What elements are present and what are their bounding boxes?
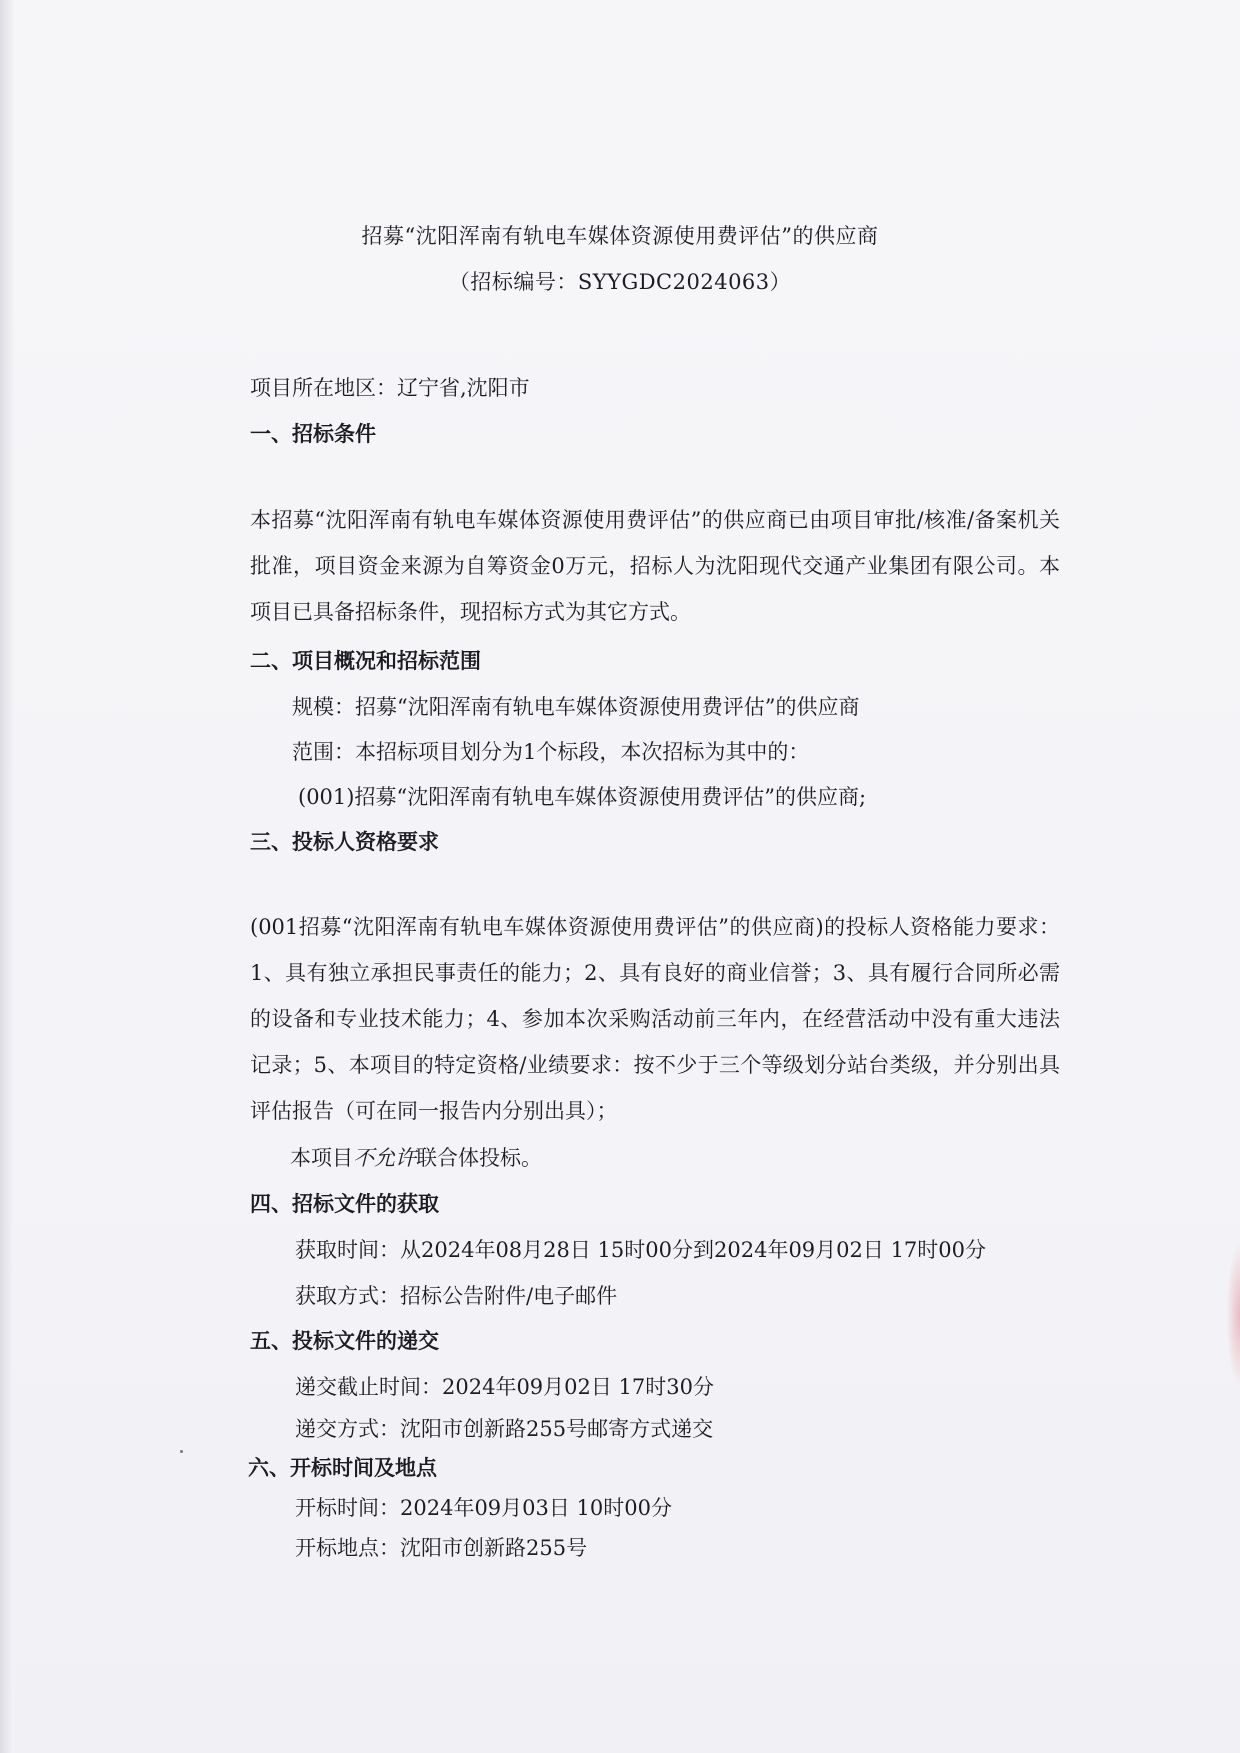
project-region: 项目所在地区：辽宁省,沈阳市 <box>250 376 530 400</box>
consortium-prefix: 本项目 <box>290 1146 353 1170</box>
section-1-heading: 一、招标条件 <box>250 421 376 446</box>
consortium-suffix: 联合体投标。 <box>416 1146 542 1170</box>
submission-deadline: 递交截止时间：2024年09月02日 17时30分 <box>295 1375 715 1399</box>
scan-speck <box>180 1450 183 1453</box>
consortium-note <box>290 1142 542 1172</box>
section-3-heading: 三、投标人资格要求 <box>250 829 439 854</box>
project-scope: 范围：本招标项目划分为1个标段，本次招标为其中的： <box>292 740 810 764</box>
section-2-heading: 二、项目概况和招标范围 <box>250 648 481 673</box>
page-edge-shadow <box>0 0 14 1753</box>
section-1-body: 本招募“沈阳浑南有轨电车媒体资源使用费评估”的供应商已由项目审批/核准/备案机关批准，项目资金来源为自筹资金0万元，招标人为沈阳现代交通产业集团有限公司。本项目已具备招标条件，现招标方式为其它方式。 <box>250 508 1060 624</box>
section-4-heading: 四、招标文件的获取 <box>250 1191 439 1216</box>
tender-code: （招标编号：SYYGDC2024063） <box>448 270 792 294</box>
acquire-time: 获取时间：从2024年08月28日 15时00分到2024年09月02日 17时00分 <box>295 1238 987 1262</box>
opening-place: 开标地点：沈阳市创新路255号 <box>295 1536 588 1560</box>
section-6-heading: 六、开标时间及地点 <box>248 1455 437 1480</box>
section-5-heading: 五、投标文件的递交 <box>250 1328 439 1353</box>
project-scale: 规模：招募“沈阳浑南有轨电车媒体资源使用费评估”的供应商 <box>292 695 860 719</box>
document-title: 招募“沈阳浑南有轨电车媒体资源使用费评估”的供应商 <box>361 224 879 248</box>
submission-method: 递交方式：沈阳市创新路255号邮寄方式递交 <box>295 1417 714 1441</box>
consortium-status: 不允许 <box>353 1146 416 1170</box>
section-3-body: (001招募“沈阳浑南有轨电车媒体资源使用费评估”的供应商)的投标人资格能力要求：1、具有独立承担民事责任的能力；2、具有良好的商业信誉；3、具有履行合同所必需的设备和专业技术能力；4、参加本次采购活动前三年内，在经营活动中没有重大违法记录；5、本项目的特定资格/业绩要求：按不少于三个等级划分站台类级，并分别出具评估报告（可在同一报告内分别出具）； <box>250 915 1060 1123</box>
seal-edge-mark <box>1226 1240 1240 1390</box>
project-lot: (001)招募“沈阳浑南有轨电车媒体资源使用费评估”的供应商; <box>298 785 867 809</box>
acquire-method: 获取方式：招标公告附件/电子邮件 <box>295 1284 618 1308</box>
opening-time: 开标时间：2024年09月03日 10时00分 <box>295 1496 673 1520</box>
